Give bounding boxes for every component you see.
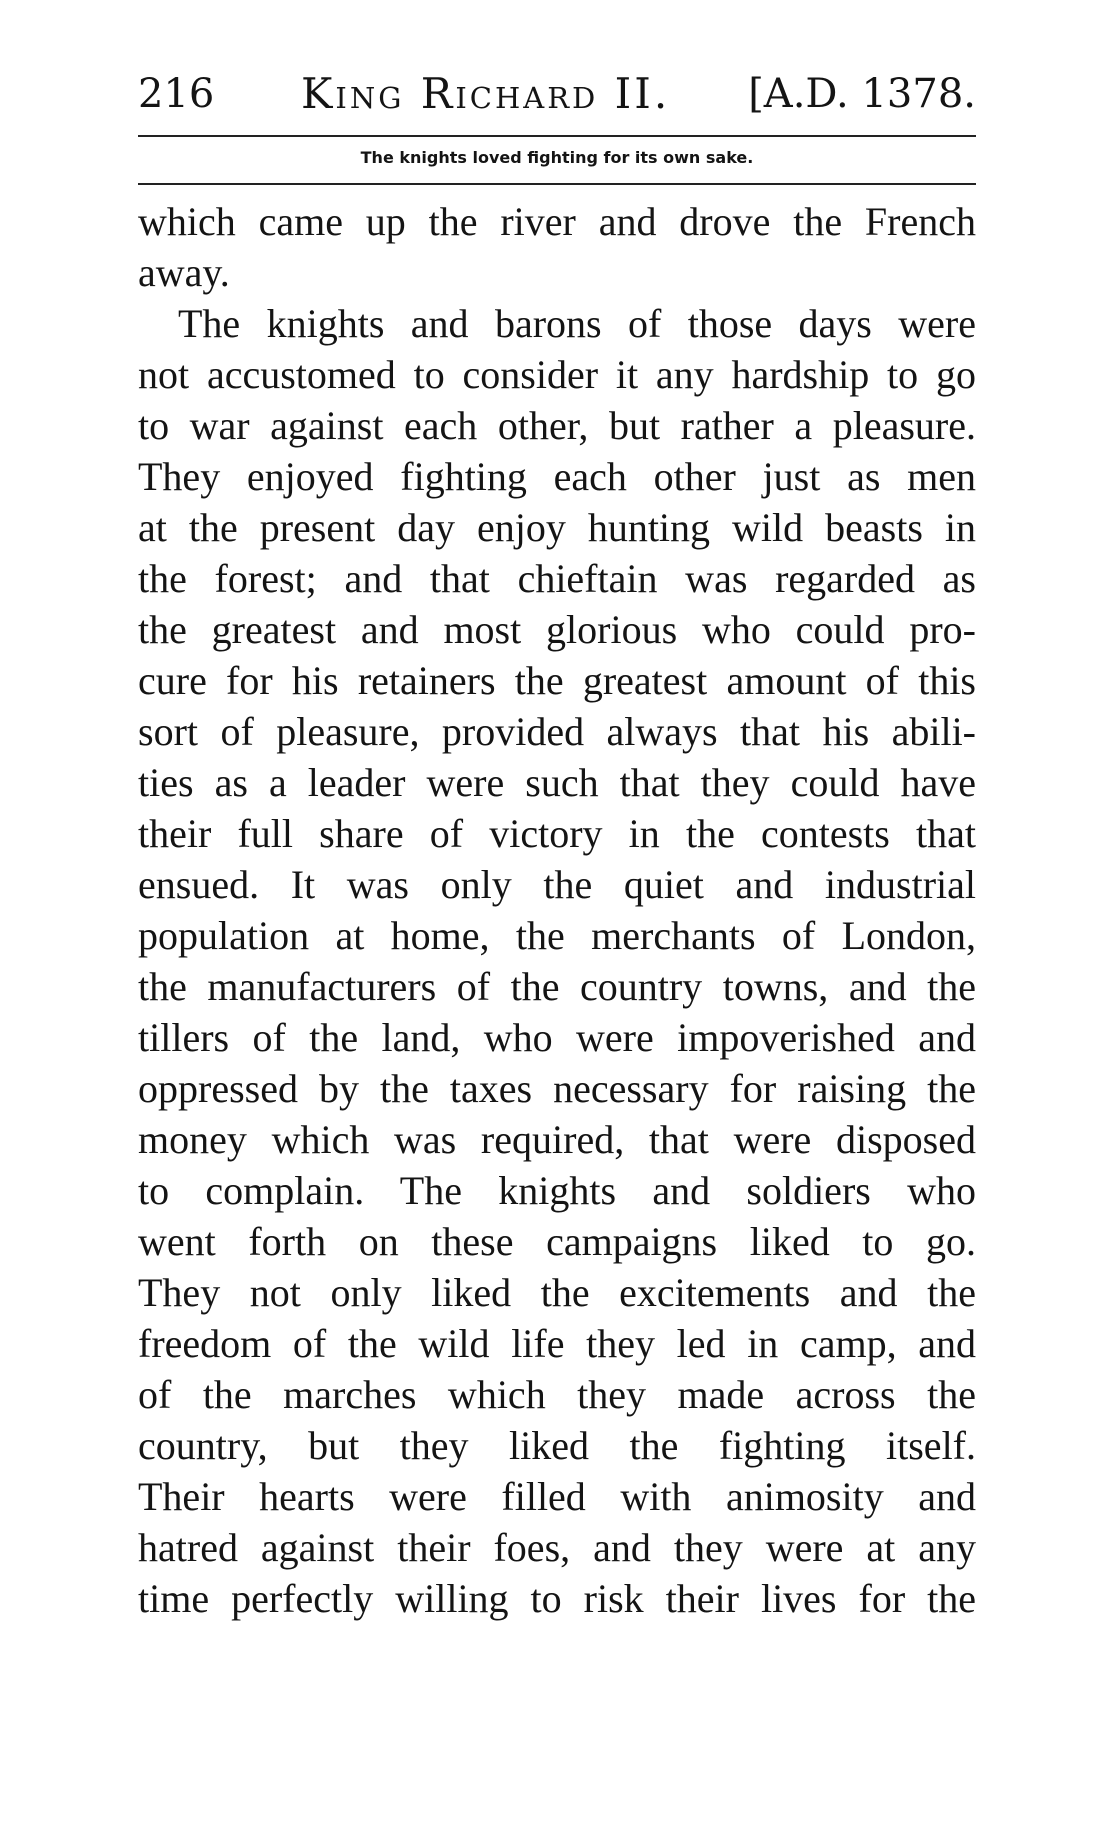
text-line: the greatest and most glorious who could pro- [138,607,976,652]
text-line: sort of pleasure, provided always that his abili- [138,709,976,754]
text-line: ties as a leader were such that they could have [138,760,976,805]
text-line: oppressed by the taxes necessary for raising the [138,1066,976,1111]
running-title: King Richard II. [301,69,671,118]
text-line: population at home, the merchants of London, [138,913,976,958]
running-date: [A.D. 1378. [748,71,976,117]
text-line: the forest; and that chieftain was regarded as [138,556,976,601]
text-line: cure for his retainers the greatest amount of this [138,658,976,703]
text-line: to war against each other, but rather a pleasure. [138,403,976,448]
text-line: away. [138,250,230,295]
text-line: which came up the river and drove the French [138,199,976,244]
page-number: 216 [138,71,215,117]
running-head [138,66,976,122]
text-line: not accustomed to consider it any hardship to go [138,352,976,397]
text-line: went forth on these campaigns liked to go. [138,1219,976,1264]
text-line: tillers of the land, who were impoverished and [138,1015,976,1060]
text-line: freedom of the wild life they led in camp, and [138,1321,976,1366]
body-text [138,196,976,1624]
text-line: time perfectly willing to risk their lives for the [138,1576,976,1621]
text-line: The knights and barons of those days were [178,301,976,346]
text-line: at the present day enjoy hunting wild beasts in [138,505,976,550]
text-line: hatred against their foes, and they were at any [138,1525,976,1570]
text-line: country, but they liked the fighting itself. [138,1423,976,1468]
sidenote: The knights loved fighting for its own sake. [360,148,754,167]
text-line: Their hearts were filled with animosity and [138,1474,976,1519]
text-line: to complain. The knights and soldiers who [138,1168,976,1213]
header-rule-top [138,135,976,137]
text-line: They not only liked the excitements and the [138,1270,976,1315]
header-rule-bottom [138,183,976,185]
text-line: of the marches which they made across the [138,1372,976,1417]
text-line: their full share of victory in the contests that [138,811,976,856]
text-line: They enjoyed fighting each other just as men [138,454,976,499]
text-line: the manufacturers of the country towns, and the [138,964,976,1009]
text-line: ensued. It was only the quiet and industrial [138,862,976,907]
text-line: money which was required, that were disposed [138,1117,976,1162]
